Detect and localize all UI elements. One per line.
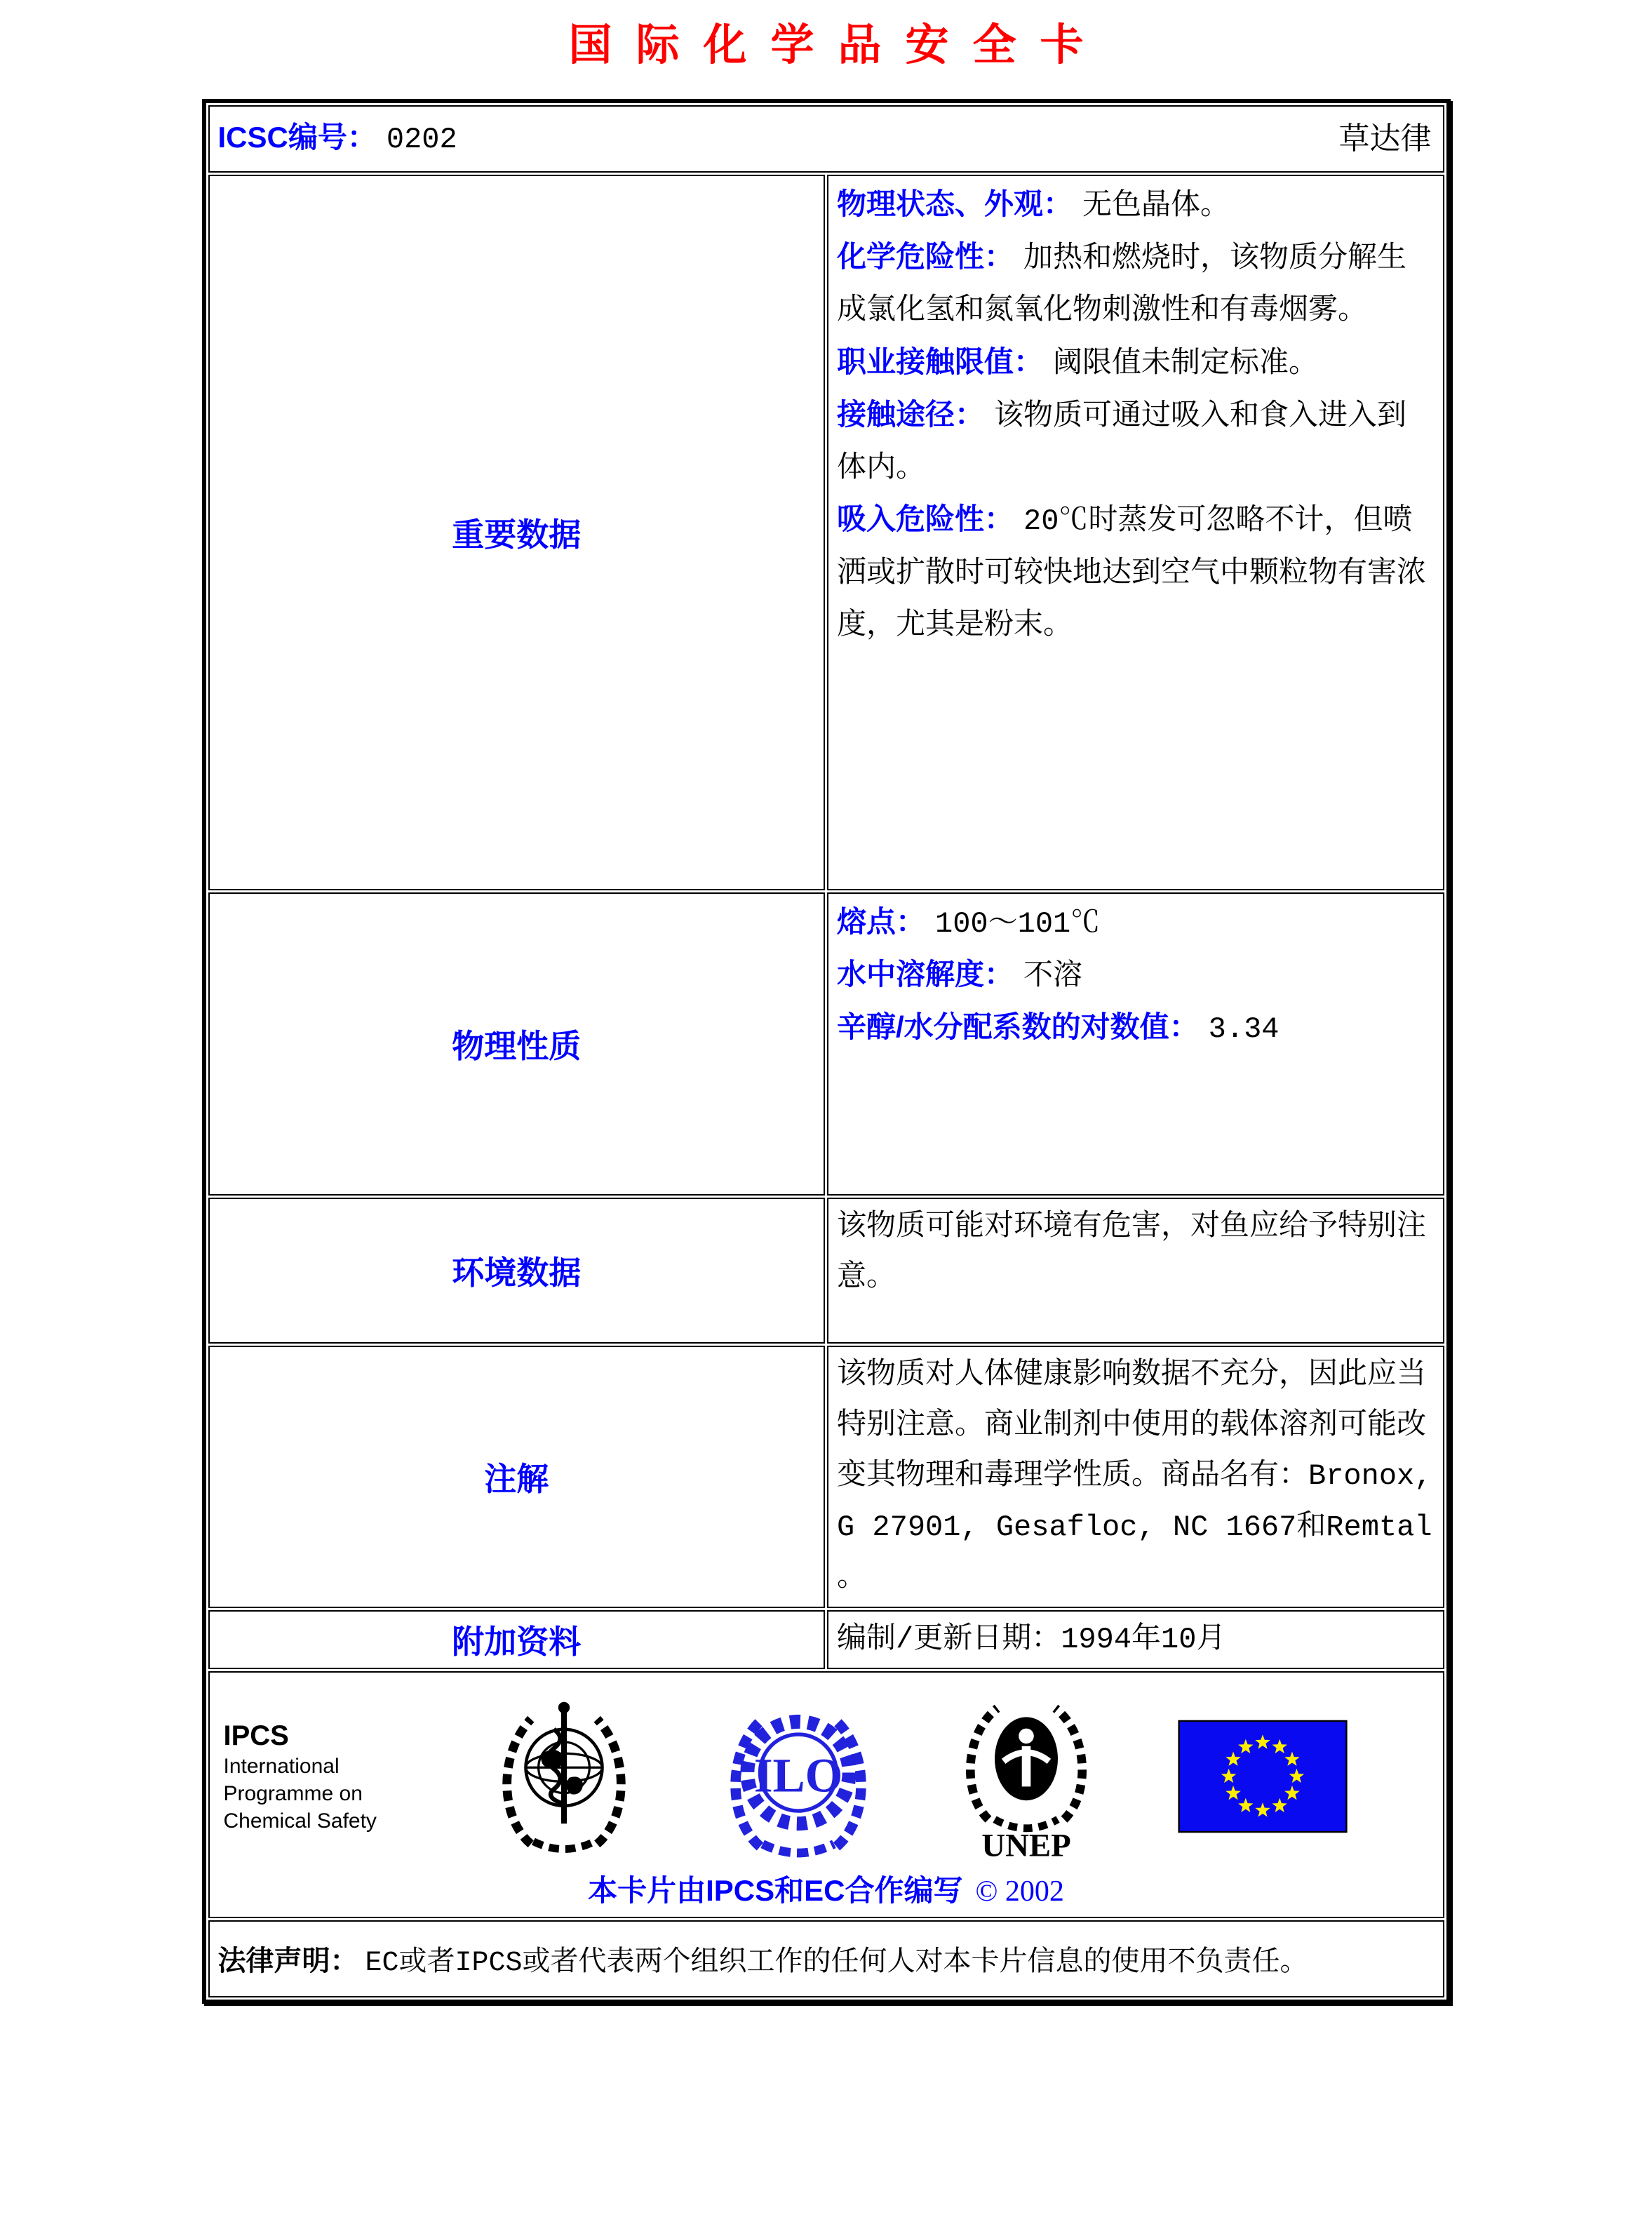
footer-copyright: © 2002 <box>975 1875 1064 1908</box>
icsc-number-label: ICSC编号： <box>217 121 377 154</box>
substance-name: 草达律 <box>1338 121 1432 156</box>
notes-text: 该物质对人体健康影响数据不充分，因此应当特别注意。商业制剂中使用的载体溶剂可能改变其物理和毒理学性质。商品名有：Bronox, G 27901, Gesafloc, NC 1667和Remtal 。 <box>837 1358 1432 1595</box>
exposure-limit-value: 阈限值未制定标准。 <box>1053 347 1319 381</box>
header-cell <box>208 105 1444 173</box>
water-solubility-label: 水中溶解度： <box>837 958 1014 991</box>
notes-label: 注解 <box>208 1346 826 1608</box>
chemical-hazard-label: 化学危险性： <box>837 240 1014 274</box>
partition-coefficient-label: 辛醇/水分配系数的对数值： <box>837 1010 1199 1044</box>
melting-point-line <box>837 897 1435 949</box>
footer-caption <box>221 1868 1432 1910</box>
partition-coefficient-value: 3.34 <box>1208 1012 1280 1047</box>
unep-wordmark-text: UNEP <box>981 1827 1071 1864</box>
important-data-content <box>827 175 1444 890</box>
ipcs-line-3: Chemical Safety <box>223 1809 377 1833</box>
inhalation-risk-line <box>837 494 1435 651</box>
exposure-route-label: 接触途径： <box>837 397 985 431</box>
exposure-limit-line <box>837 337 1435 389</box>
physical-state-line <box>837 179 1435 232</box>
legal-label: 法律声明： <box>217 1946 358 1977</box>
environmental-data-content <box>827 1198 1444 1344</box>
additional-info-row <box>208 1610 1444 1669</box>
environmental-data-text: 该物质可能对环境有危害，对鱼应给予特别注意。 <box>837 1210 1427 1295</box>
icsc-number-group <box>218 114 457 163</box>
ipcs-line-1: International <box>223 1754 340 1778</box>
update-date-value: 1994年10月 <box>1061 1623 1226 1656</box>
partition-coefficient-line <box>837 1002 1435 1055</box>
notes-row <box>208 1346 1444 1608</box>
ipcs-line-2: Programme on <box>223 1781 363 1805</box>
exposure-route-value: 该物质可通过吸入和食入进入到体内。 <box>837 399 1407 486</box>
logo-band <box>221 1688 1432 1865</box>
notes-content <box>827 1346 1444 1608</box>
melting-point-value: 100～101℃ <box>935 907 1101 941</box>
chemical-hazard-value: 加热和燃烧时，该物质分解生成氯化氢和氮氧化物刺激性和有毒烟雾。 <box>837 242 1407 328</box>
important-data-label: 重要数据 <box>208 175 826 890</box>
exposure-route-line <box>837 389 1435 494</box>
inhalation-risk-value: 20℃时蒸发可忽略不计，但喷洒或扩散时可较快地达到空气中颗粒物有害浓度，尤其是粉末。 <box>837 504 1427 643</box>
update-date-label: 编制/更新日期： <box>837 1623 1061 1656</box>
physical-properties-label: 物理性质 <box>208 892 826 1196</box>
important-data-row <box>208 175 1444 890</box>
ilo-logo <box>722 1693 875 1860</box>
physical-properties-content <box>827 892 1444 1196</box>
ipcs-text-block <box>224 1719 406 1835</box>
physical-state-value: 无色晶体。 <box>1082 189 1230 223</box>
who-logo <box>488 1693 640 1860</box>
header-row <box>208 105 1444 173</box>
legal-cell <box>208 1920 1444 1997</box>
water-solubility-value: 不溶 <box>1023 960 1083 994</box>
icsc-card-table <box>202 99 1451 2004</box>
exposure-limit-label: 职业接触限值： <box>837 344 1044 378</box>
physical-properties-row <box>208 892 1444 1196</box>
chemical-hazard-line <box>837 232 1435 336</box>
eu-flag <box>1178 1720 1348 1833</box>
icsc-number-value: 0202 <box>386 123 457 157</box>
update-date-line <box>837 1614 1435 1665</box>
additional-info-content <box>827 1610 1444 1669</box>
environmental-data-row <box>208 1198 1444 1344</box>
water-solubility-line <box>837 949 1435 1002</box>
ipcs-acronym: IPCS <box>223 1720 289 1751</box>
legal-text: EC或者IPCS或者代表两个组织工作的任何人对本卡片信息的使用不负责任。 <box>365 1948 1308 1980</box>
footer-row <box>208 1671 1444 1918</box>
additional-info-label: 附加资料 <box>208 1610 826 1669</box>
physical-state-label: 物理状态、外观： <box>837 187 1073 220</box>
melting-point-label: 熔点： <box>837 905 926 938</box>
footer-caption-text: 本卡片由IPCS和EC合作编写 <box>588 1874 963 1908</box>
footer-cell <box>208 1671 1444 1918</box>
ilo-monogram-text: ILO <box>753 1748 842 1802</box>
legal-row <box>208 1920 1444 1997</box>
environmental-data-label: 环境数据 <box>208 1198 826 1344</box>
page-title: 国际化学品安全卡 <box>568 21 1108 69</box>
inhalation-risk-label: 吸入危险性： <box>837 502 1014 536</box>
unep-logo <box>956 1688 1096 1865</box>
